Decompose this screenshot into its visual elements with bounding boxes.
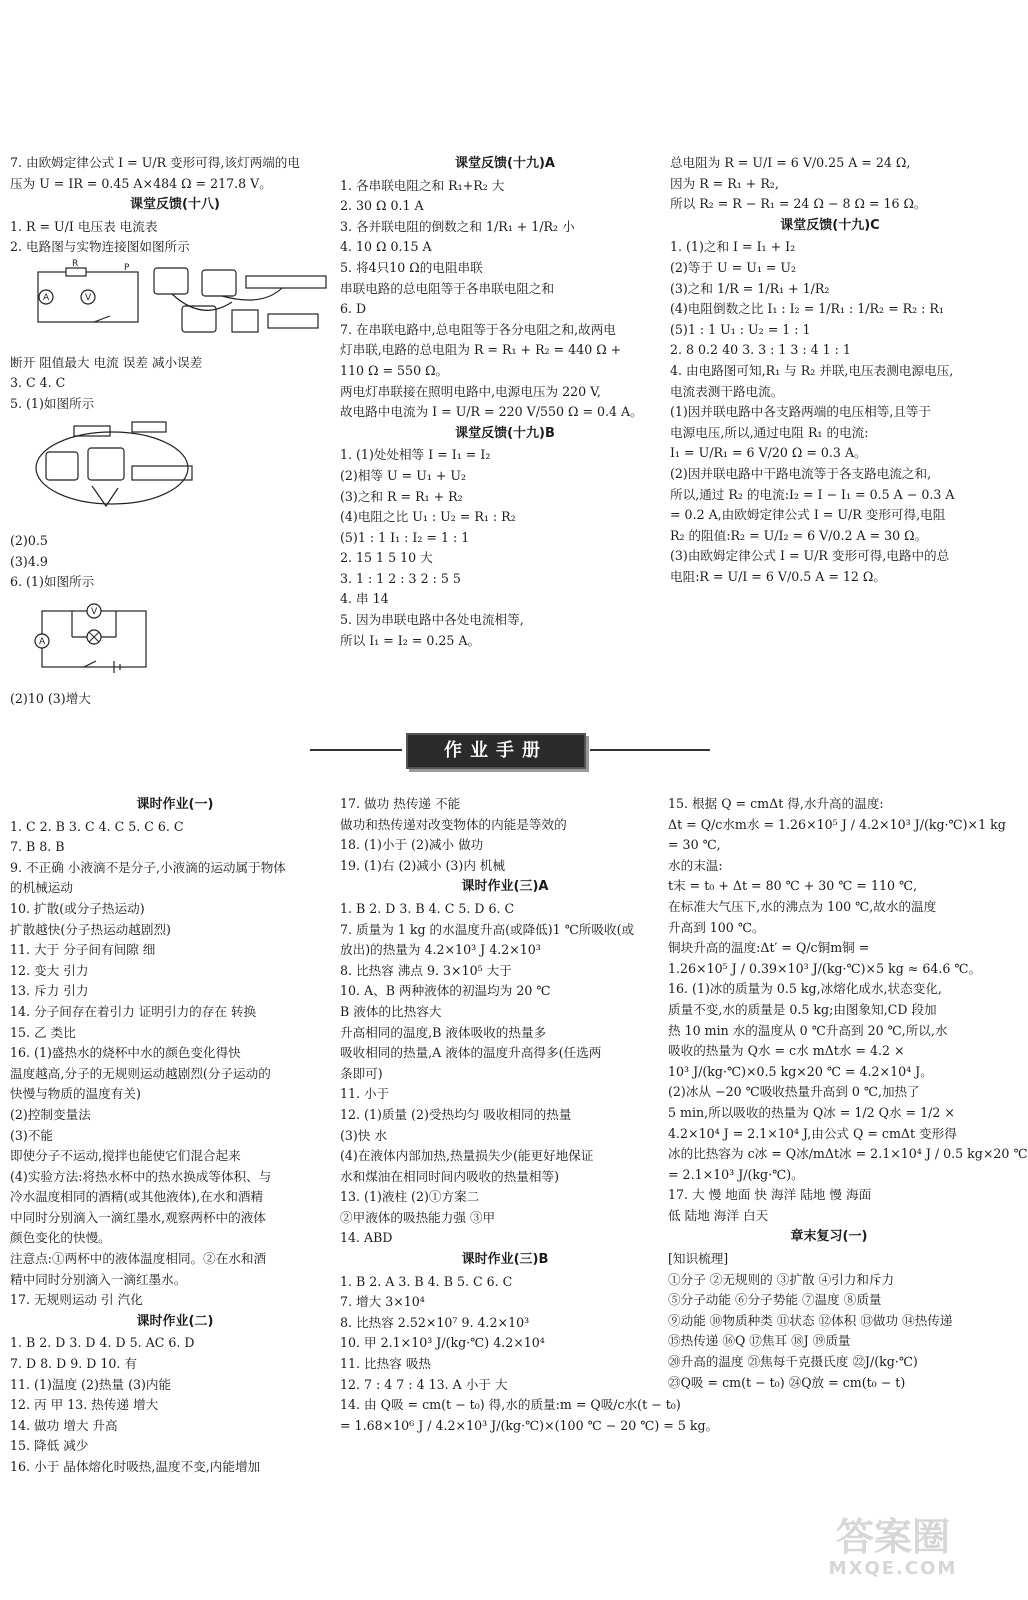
- answer-line: 故电路中电流为 I = U/R = 220 V/550 Ω = 0.4 A。: [340, 404, 643, 420]
- answer-line: (3)由欧姆定律公式 I = U/R 变形可得,电路中的总: [670, 548, 950, 564]
- section-heading: 课堂反馈(十八): [130, 197, 220, 213]
- answer-line: 16. 小于 晶体熔化时吸热,温度不变,内能增加: [10, 1459, 261, 1474]
- answer-line: 1. (1)之和 I = I₁ + I₂: [670, 239, 796, 255]
- section-heading: 课堂反馈(十九)B: [455, 425, 555, 441]
- section-heading: 课时作业(三)B: [461, 1252, 549, 1268]
- answer-line: 4. 串 14: [340, 591, 389, 607]
- answer-line: 1. 各串联电阻之和 R₁+R₂ 大: [340, 177, 505, 193]
- answer-line: 所以 R₂ = R − R₁ = 24 Ω − 8 Ω = 16 Ω。: [670, 196, 927, 212]
- answer-line: 热 10 min 水的温度从 0 ℃升高到 20 ℃,所以,水: [668, 1022, 948, 1038]
- answer-line: 17. 无规则运动 引 汽化: [10, 1292, 143, 1308]
- answer-line: 因为 R = R₁ + R₂,: [670, 175, 779, 191]
- answer-line: 冰的比热容为 c冰 = Q冰/mΔt冰 = 2.1×10⁴ J / 0.5 kg×20 ℃: [668, 1146, 1028, 1162]
- answer-line: 电源电压,所以,通过电阻 R₁ 的电流:: [670, 424, 869, 440]
- top-column-3: [670, 153, 990, 587]
- answer-line: = 0.2 A,由欧姆定律公式 I = U/R 变形可得,电阻: [670, 507, 946, 523]
- banner-rule-right: [590, 749, 710, 751]
- section-heading: 课堂反馈(十九)C: [780, 217, 880, 233]
- answer-line: (2)冰从 −20 ℃吸收热量升高到 0 ℃,加热了: [668, 1084, 920, 1100]
- answer-line: (5)1 : 1 I₁ : I₂ = 1 : 1: [340, 529, 470, 545]
- answer-line: 吸收相同的热量,A 液体的温度升高得多(任选两: [340, 1045, 602, 1061]
- answer-line: 7. D 8. D 9. D 10. 有: [10, 1356, 137, 1372]
- answer-line: 快慢与物质的温度有关): [10, 1086, 141, 1102]
- answer-line: 1. B 2. A 3. B 4. B 5. C 6. C: [340, 1273, 513, 1289]
- answer-line: 5. 因为串联电路中各处电流相等,: [340, 612, 524, 628]
- section-heading: 课时作业(二): [136, 1313, 214, 1329]
- answer-line: (3)之和 1/R = 1/R₁ + 1/R₂: [670, 280, 830, 296]
- answer-line: (2)等于 U = U₁ = U₂: [670, 259, 797, 275]
- answer-line: 7. 由欧姆定律公式 I = U/R 变形可得,该灯两端的电: [10, 155, 300, 170]
- answer-line: 升高到 100 ℃。: [668, 919, 765, 935]
- answer-line: [知识梳理]: [668, 1251, 729, 1267]
- answer-line: 6. D: [340, 301, 367, 317]
- svg-text:P: P: [124, 262, 130, 273]
- answer-line: 5 min,所以吸收的热量为 Q冰 = 1/2 Q水 = 1/2 ×: [668, 1104, 955, 1120]
- answer-line: 10. A、B 两种液体的初温均为 20 ℃: [340, 983, 551, 999]
- answer-line: 17. 做功 热传递 不能: [340, 796, 461, 811]
- answer-line: 2. 15 1 5 10 大: [340, 550, 433, 566]
- svg-text:V: V: [91, 606, 98, 617]
- answer-line: 6. (1)如图所示: [10, 574, 95, 590]
- answer-line: 升高相同的温度,B 液体吸收的热量多: [340, 1024, 547, 1040]
- answer-line: 水的末温:: [668, 857, 723, 873]
- answer-line: 1. C 2. B 3. C 4. C 5. C 6. C: [10, 818, 184, 834]
- answer-line: 3. 1 : 1 2 : 3 2 : 5 5: [340, 570, 461, 586]
- answer-line: 两电灯串联接在照明电路中,电源电压为 220 V,: [340, 383, 602, 399]
- answer-line: ⑨动能 ⑩物质种类 ⑪状态 ⑫体积 ⑬做功 ⑭热传递: [668, 1312, 953, 1328]
- section-banner: [310, 733, 710, 767]
- answer-line: 断开 阻值最大 电流 误差 减小误差: [10, 354, 203, 370]
- top-column-2: [340, 153, 670, 651]
- answer-line: 11. 小于: [340, 1086, 390, 1102]
- answer-line: 11. 大于 分子间有间隙 细: [10, 942, 156, 958]
- answer-line: 12. 变大 引力: [10, 962, 89, 978]
- watermark-url: MXQE.COM: [828, 1558, 958, 1579]
- answer-line: 15. 乙 类比: [10, 1024, 76, 1040]
- answer-line: 冷水温度相同的酒精(或其他液体),在水和酒精: [10, 1189, 264, 1205]
- answer-line: 18. (1)小于 (2)减小 做功: [340, 837, 484, 853]
- answer-line: 放出)的热量为 4.2×10³ J 4.2×10³: [340, 942, 541, 958]
- answer-line: ㉓Q吸 = cm(t − t₀) ㉔Q放 = cm(t₀ − t): [668, 1374, 906, 1390]
- answer-line: (5)1 : 1 U₁ : U₂ = 1 : 1: [670, 321, 811, 337]
- answer-line: (4)实验方法:将热水杯中的热水换成等体积、与: [10, 1168, 272, 1184]
- answer-line: 10. 甲 2.1×10³ J/(kg·℃) 4.2×10⁴: [340, 1335, 545, 1351]
- section-heading: 课时作业(三)A: [461, 879, 549, 895]
- answer-line: 17. 大 慢 地面 快 海洋 陆地 慢 海面: [668, 1187, 872, 1203]
- answer-line: 的机械运动: [10, 880, 73, 896]
- answer-line: 铜块升高的温度:Δt′ = Q/c铜m铜 =: [668, 940, 870, 956]
- answer-line: 2. 30 Ω 0.1 A: [340, 198, 424, 214]
- answer-line: 做功和热传递对改变物体的内能是等效的: [340, 816, 567, 832]
- answer-line: 质量不变,水的质量是 0.5 kg;由图象知,CD 段加: [668, 1001, 937, 1017]
- answer-line: 11. 比热容 吸热: [340, 1356, 432, 1372]
- answer-line: 8. 比热容 沸点 9. 3×10⁵ 大于: [340, 962, 512, 978]
- answer-line: 14. 做功 增大 升高: [10, 1417, 118, 1433]
- answer-line: 压为 U = IR = 0.45 A×484 Ω = 217.8 V。: [10, 175, 272, 191]
- section-heading: 课时作业(一): [136, 797, 214, 812]
- answer-line: 4. 10 Ω 0.15 A: [340, 239, 432, 255]
- answer-line: 1. B 2. D 3. B 4. C 5. D 6. C: [340, 900, 515, 916]
- answer-line: t末 = t₀ + Δt = 80 ℃ + 30 ℃ = 110 ℃,: [668, 878, 918, 894]
- answer-line: (4)电阻之比 U₁ : U₂ = R₁ : R₂: [340, 509, 516, 525]
- answer-line: 7. 质量为 1 kg 的水温度升高(或降低)1 ℃所吸收(或: [340, 921, 635, 937]
- answer-line: 7. 增大 3×10⁴: [340, 1294, 425, 1310]
- answer-line: 4. 由电路图可知,R₁ 与 R₂ 并联,电压表测电源电压,: [670, 362, 954, 378]
- answer-line: 扩散越快(分子热运动越剧烈): [10, 921, 171, 937]
- real-circuit-figure: [32, 418, 212, 518]
- answer-line: 110 Ω = 550 Ω。: [340, 362, 449, 378]
- answer-line: 电流表测干路电流。: [670, 383, 784, 399]
- answer-line: 3. C 4. C: [10, 375, 66, 391]
- circuit-and-wiring-figure: [32, 258, 332, 340]
- answer-line: = 30 ℃,: [668, 837, 721, 853]
- answer-line: I₁ = U/R₁ = 6 V/20 Ω = 0.3 A。: [670, 445, 867, 461]
- answer-line: = 2.1×10³ J/(kg·℃)。: [668, 1166, 804, 1182]
- answer-line: (2)相等 U = U₁ + U₂: [340, 467, 467, 483]
- answer-line: 14. ABD: [340, 1230, 393, 1246]
- answer-line: 2. 电路图与实物连接图如图所示: [10, 239, 190, 255]
- figure: [32, 597, 340, 684]
- banner-title: 作业手册: [406, 733, 586, 769]
- answer-line: 3. 各并联电阻的倒数之和 1/R₁ + 1/R₂ 小: [340, 218, 575, 234]
- answer-line: 12. (1)质量 (2)受热均匀 吸收相同的热量: [340, 1106, 572, 1122]
- answer-line: ⑮热传递 ⑯Q ⑰焦耳 ⑱J ⑲质量: [668, 1333, 851, 1349]
- answer-line: 即使分子不运动,搅拌也能使它们混合起来: [10, 1148, 241, 1164]
- answer-line: B 液体的比热容大: [340, 1003, 442, 1019]
- answer-line: Δt = Q/c水m水 = 1.26×10⁵ J / 4.2×10³ J/(kg·℃)×1 kg: [668, 816, 1006, 832]
- answer-line: ①分子 ②无规则的 ③扩散 ④引力和斥力: [668, 1271, 895, 1287]
- svg-text:A: A: [39, 636, 46, 647]
- answer-line: 吸收的热量为 Q水 = c水 mΔt水 = 4.2 ×: [668, 1043, 905, 1059]
- answer-line: 14. 分子间存在着引力 证明引力的存在 转换: [10, 1003, 257, 1019]
- answer-line: 串联电路的总电阻等于各串联电阻之和: [340, 280, 555, 296]
- answer-line: ⑳升高的温度 ㉑焦每千克摄氏度 ㉒J/(kg·℃): [668, 1354, 918, 1370]
- answer-line: (2)因并联电路中干路电流等于各支路电流之和,: [670, 465, 932, 481]
- answer-line: 7. 在串联电路中,总电阻等于各分电阻之和,故两电: [340, 321, 616, 337]
- answer-line: 注意点:①两杯中的液体温度相同。②在水和酒: [10, 1251, 267, 1267]
- answer-line: 8. 比热容 2.52×10⁷ 9. 4.2×10³: [340, 1314, 530, 1330]
- answer-line: 灯串联,电路的总电阻为 R = R₁ + R₂ = 440 Ω +: [340, 342, 622, 358]
- answer-line: ②甲液体的吸热能力强 ③甲: [340, 1209, 496, 1225]
- answer-line: (4)电阻倒数之比 I₁ : I₂ = 1/R₁ : 1/R₂ = R₂ : R₁: [670, 301, 944, 317]
- answer-line: 1. (1)处处相等 I = I₁ = I₂: [340, 447, 491, 463]
- answer-line: 10. 扩散(或分子热运动): [10, 900, 145, 916]
- answer-line: (2)0.5: [10, 532, 48, 548]
- watermark-logo: [808, 1516, 978, 1586]
- watermark-text: 答案圈: [835, 1515, 950, 1559]
- svg-text:R: R: [72, 258, 79, 269]
- answer-line: 温度越高,分子的无规则运动越剧烈(分子运动的: [10, 1065, 271, 1081]
- answer-line: 7. B 8. B: [10, 839, 65, 855]
- top-column-1: [10, 153, 340, 710]
- answer-line: 5. (1)如图所示: [10, 395, 95, 411]
- answer-line: 16. (1)冰的质量为 0.5 kg,冰熔化成水,状态变化,: [668, 981, 942, 997]
- answer-line: (2)10 (3)增大: [10, 691, 91, 707]
- answer-line: 16. (1)盛热水的烧杯中水的颜色变化得快: [10, 1045, 241, 1061]
- figure: [32, 418, 340, 525]
- bottom-column-1: [10, 794, 340, 1478]
- answer-line: 1.26×10⁵ J / 0.39×10³ J/(kg·℃)×5 kg ≈ 64.6 ℃。: [668, 960, 982, 976]
- section-heading: 课堂反馈(十九)A: [455, 156, 555, 171]
- answer-line: (3)之和 R = R₁ + R₂: [340, 488, 463, 504]
- answer-line: 所以 I₁ = I₂ = 0.25 A。: [340, 632, 481, 648]
- answer-line: = 1.68×10⁶ J / 4.2×10³ J/(kg·℃)×(100 ℃ − 20 ℃) = 5 kg。: [340, 1417, 719, 1433]
- section-heading: 章末复习(一): [790, 1229, 868, 1245]
- answer-line: 颜色变化的快慢。: [10, 1230, 111, 1246]
- answer-line: 5. 将4只10 Ω的电阻串联: [340, 259, 483, 275]
- answer-line: 10³ J/(kg·℃)×0.5 kg×20 ℃ = 4.2×10⁴ J。: [668, 1063, 933, 1079]
- answer-line: 11. (1)温度 (2)热量 (3)内能: [10, 1376, 172, 1392]
- answer-line: 水和煤油在相同时间内吸收的热量相等): [340, 1168, 560, 1184]
- answer-line: (3)不能: [10, 1127, 54, 1143]
- answer-line: 1. R = U/I 电压表 电流表: [10, 218, 158, 234]
- answer-line: ⑤分子动能 ⑥分子势能 ⑦温度 ⑧质量: [668, 1292, 882, 1308]
- answer-line: 14. 由 Q吸 = cm(t − t₀) 得,水的质量:m = Q吸/c水(t − t₀): [340, 1397, 681, 1413]
- answer-line: 4.2×10⁴ J = 2.1×10⁴ J,由公式 Q = cmΔt 变形得: [668, 1125, 957, 1141]
- svg-text:A: A: [43, 292, 50, 303]
- answer-line: (3)4.9: [10, 553, 48, 569]
- answer-line: 中同时分别滴入一滴红墨水,观察两杯中的液体: [10, 1209, 266, 1225]
- answer-line: 12. 7 : 4 7 : 4 13. A 小于 大: [340, 1376, 508, 1392]
- answer-line: 15. 根据 Q = cmΔt 得,水升高的温度:: [668, 796, 884, 811]
- bottom-column-3: [668, 794, 1028, 1393]
- circuit-diagram-2: [32, 597, 162, 677]
- answer-line: 19. (1)右 (2)减小 (3)内 机械: [340, 857, 506, 873]
- answer-line: 在标准大气压下,水的沸点为 100 ℃,故水的温度: [668, 898, 937, 914]
- answer-line: 13. (1)液柱 (2)①方案二: [340, 1189, 480, 1205]
- answer-line: (3)快 水: [340, 1127, 388, 1143]
- answer-line: (1)因并联电路中各支路两端的电压相等,且等于: [670, 404, 932, 420]
- answer-line: (2)控制变量法: [10, 1106, 91, 1122]
- answer-line: 低 陆地 海洋 白天: [668, 1207, 769, 1223]
- answer-line: 电阻:R = U/I = 6 V/0.5 A = 12 Ω。: [670, 568, 886, 584]
- answer-line: 13. 斥力 引力: [10, 983, 89, 999]
- answer-line: 9. 不正确 小液滴不是分子,小液滴的运动属于物体: [10, 859, 286, 875]
- banner-rule-left: [310, 749, 402, 751]
- answer-line: 条即可): [340, 1065, 383, 1081]
- answer-line: 15. 降低 减少: [10, 1438, 89, 1454]
- svg-text:V: V: [85, 292, 92, 303]
- answer-line: R₂ 的阻值:R₂ = U/I₂ = 6 V/0.2 A = 30 Ω。: [670, 527, 928, 543]
- answer-line: (4)在液体内部加热,热量损失少(能更好地保证: [340, 1148, 594, 1164]
- answer-line: 1. B 2. D 3. D 4. D 5. AC 6. D: [10, 1335, 195, 1351]
- answer-line: 总电阻为 R = U/I = 6 V/0.25 A = 24 Ω,: [670, 155, 911, 170]
- answer-line: 精中同时分别滴入一滴红墨水。: [10, 1271, 187, 1287]
- answer-line: 所以,通过 R₂ 的电流:I₂ = I − I₁ = 0.5 A − 0.3 A: [670, 486, 955, 502]
- answer-line: 2. 8 0.2 40 3. 3 : 1 3 : 4 1 : 1: [670, 342, 851, 358]
- figure: [32, 258, 340, 347]
- answer-line: 12. 丙 甲 13. 热传递 增大: [10, 1397, 159, 1413]
